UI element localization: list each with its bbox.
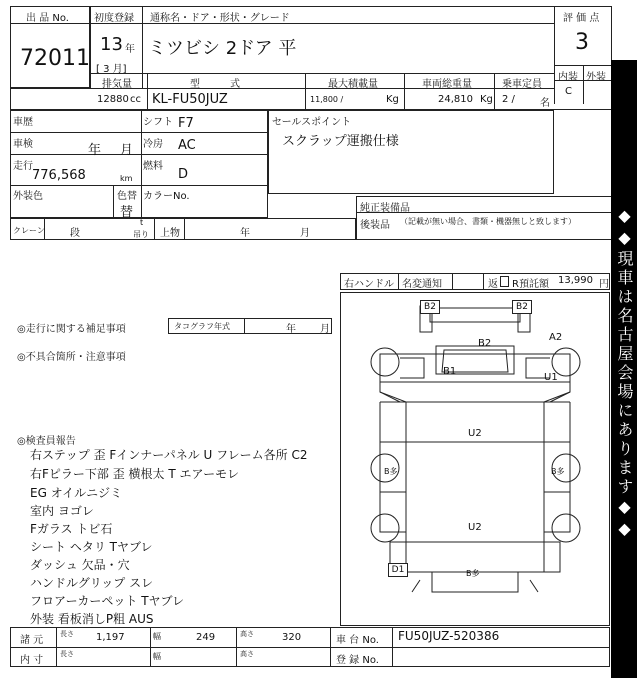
dims-label: 諸 元: [20, 635, 44, 646]
model-type-label: 型 式: [190, 79, 240, 90]
name-change-label: 名変通知: [402, 279, 442, 290]
score-value: 3: [575, 30, 589, 55]
loader-month: 月: [300, 228, 310, 239]
report-line: 右Fピラー下部 歪 横根太 T エアーモレ: [30, 467, 240, 481]
aftermarket-note: （記載が無い場合、書類・機器無しと致します）: [400, 217, 576, 226]
report-line: フロアーカーペット Tヤブレ: [30, 594, 185, 608]
ac-label: 冷房: [143, 139, 163, 150]
score-label: 評 価 点: [563, 13, 600, 24]
length-value: 1,197: [96, 632, 125, 643]
chassis-number: FU50JUZ-520386: [398, 629, 500, 643]
inner-dims-label: 内 寸: [20, 655, 44, 666]
genuine-equipment-label: 純正装備品: [360, 203, 410, 214]
displacement-label: 排気量: [102, 79, 132, 90]
tachograph-year: 年: [286, 324, 296, 335]
capacity-unit: 名: [540, 98, 550, 109]
report-line: 室内 ヨゴレ: [30, 504, 94, 518]
gross-weight-value: 24,810: [438, 94, 473, 105]
mileage-value: 776,568: [32, 168, 86, 183]
crane-ton: t: [140, 218, 144, 227]
recycle-fee-value: 13,990: [558, 275, 593, 286]
tax-label: 返: [488, 279, 498, 290]
recycle-fee-unit: 円: [599, 279, 609, 290]
location-notice: ◆◆現車は名古屋会場にあります◆◆: [611, 60, 637, 678]
details-frame: [10, 110, 268, 218]
report-line: ダッシュ 欠品・穴: [30, 558, 130, 572]
displacement-value: 12880: [97, 94, 129, 105]
width-label: 幅: [153, 632, 161, 641]
loader-label: 上物: [160, 228, 180, 239]
history-label: 車歴: [13, 117, 33, 128]
lot-number: 72011: [20, 46, 90, 71]
first-reg-label: 初度登録: [94, 13, 134, 24]
tax-checkbox[interactable]: [500, 276, 509, 287]
shift-label: シフト: [143, 117, 173, 128]
height-value: 320: [282, 632, 302, 643]
shift-value: F7: [178, 116, 194, 131]
color-change-label: 色替: [117, 191, 137, 202]
damage-mark-b2: B2: [512, 300, 532, 314]
mileage-label: 走行: [13, 161, 33, 172]
gross-weight-unit: Kg: [480, 94, 493, 105]
damage-mark-b1: B1: [443, 366, 457, 377]
inner-length-label: 長さ: [60, 650, 74, 658]
supplement-label: ◎走行に関する補足事項: [17, 324, 126, 335]
damage-mark-b2: B2: [420, 300, 440, 314]
damage-mark-u2: U2: [468, 428, 482, 439]
first-reg-year-unit: 年: [125, 44, 135, 55]
loader-year: 年: [240, 228, 250, 239]
report-line: ハンドルグリップ スレ: [30, 576, 154, 590]
crane-label: クレーン: [13, 226, 45, 235]
inspection-label: 車検: [13, 139, 33, 150]
damage-mark-b-many: B多: [384, 467, 398, 476]
tachograph-month: 月: [320, 324, 330, 335]
displacement-unit: cc: [130, 94, 141, 105]
damage-mark-u1: U1: [544, 372, 558, 383]
fuel-label: 燃料: [143, 161, 163, 172]
chassis-label: 車 台 No.: [336, 635, 379, 646]
name-change-checkbox[interactable]: [452, 273, 484, 290]
length-label: 長さ: [60, 630, 74, 638]
damage-mark-d1: D1: [388, 563, 408, 577]
damage-mark-b-many: B多: [466, 569, 480, 578]
recycle-fee-label: R預託額: [512, 279, 549, 290]
model-name-label: 通称名・ドア・形状・グレード: [150, 13, 290, 24]
registration-label: 登 録 No.: [336, 655, 379, 666]
inspection-month: 月: [120, 143, 134, 158]
first-reg-year: 13: [100, 34, 123, 55]
width-value: 249: [196, 632, 216, 643]
report-line: シート ヘタリ Tヤブレ: [30, 540, 153, 554]
max-load-label: 最大積載量: [328, 79, 378, 90]
capacity-value: 2 /: [502, 94, 515, 105]
crane-suspend: 吊り: [133, 230, 149, 239]
aftermarket-label: 後装品: [360, 220, 390, 231]
model-name: ミツビシ 2ドア 平: [148, 38, 297, 59]
damage-mark-u2: U2: [468, 522, 482, 533]
report-line: EG オイルニジミ: [30, 486, 123, 500]
height-label: 高さ: [240, 630, 254, 638]
model-type: KL-FU50JUZ: [152, 92, 228, 107]
crane-stage: 段: [70, 228, 80, 239]
capacity-label: 乗車定員: [502, 79, 542, 90]
sales-point-text: スクラップ運搬仕様: [282, 134, 399, 149]
report-line: 外装 看板消しP粗 AUS: [30, 612, 154, 626]
steering-text: 右ハンドル: [344, 279, 394, 290]
interior-label: 内装: [558, 72, 578, 83]
max-load-unit: Kg: [386, 94, 399, 105]
color-no-label: カラーNo.: [143, 191, 190, 202]
interior-grade: C: [565, 86, 572, 97]
damage-mark-b-many: B多: [551, 467, 565, 476]
inner-width-label: 幅: [153, 652, 161, 661]
damage-mark-b2: B2: [478, 338, 492, 349]
inspector-report-label: ◎検査員報告: [17, 436, 76, 447]
inner-height-label: 高さ: [240, 650, 254, 658]
sales-point-label: セールスポイント: [272, 117, 352, 128]
defects-label: ◎不具合箇所・注意事項: [17, 352, 126, 363]
exterior-label: 外装: [586, 72, 606, 83]
ext-color-label: 外装色: [13, 191, 43, 202]
report-line: 右ステップ 歪 Fインナーパネル U フレーム各所 C2: [30, 448, 308, 462]
max-load-value: 11,800 /: [310, 95, 344, 104]
inspection-year: 年: [88, 143, 102, 158]
ac-value: AC: [178, 138, 196, 153]
tachograph-label: タコグラフ年式: [174, 322, 230, 331]
mileage-unit: km: [120, 174, 133, 183]
lot-no-label: 出 品 No.: [26, 13, 69, 24]
first-reg-month: [ 3 月]: [96, 64, 127, 75]
report-line: Fガラス トビ石: [30, 522, 113, 536]
damage-mark-a2: A2: [549, 332, 563, 343]
fuel-value: D: [178, 167, 189, 182]
gross-weight-label: 車両総重量: [422, 79, 472, 90]
color-change-value: 替: [120, 205, 134, 220]
